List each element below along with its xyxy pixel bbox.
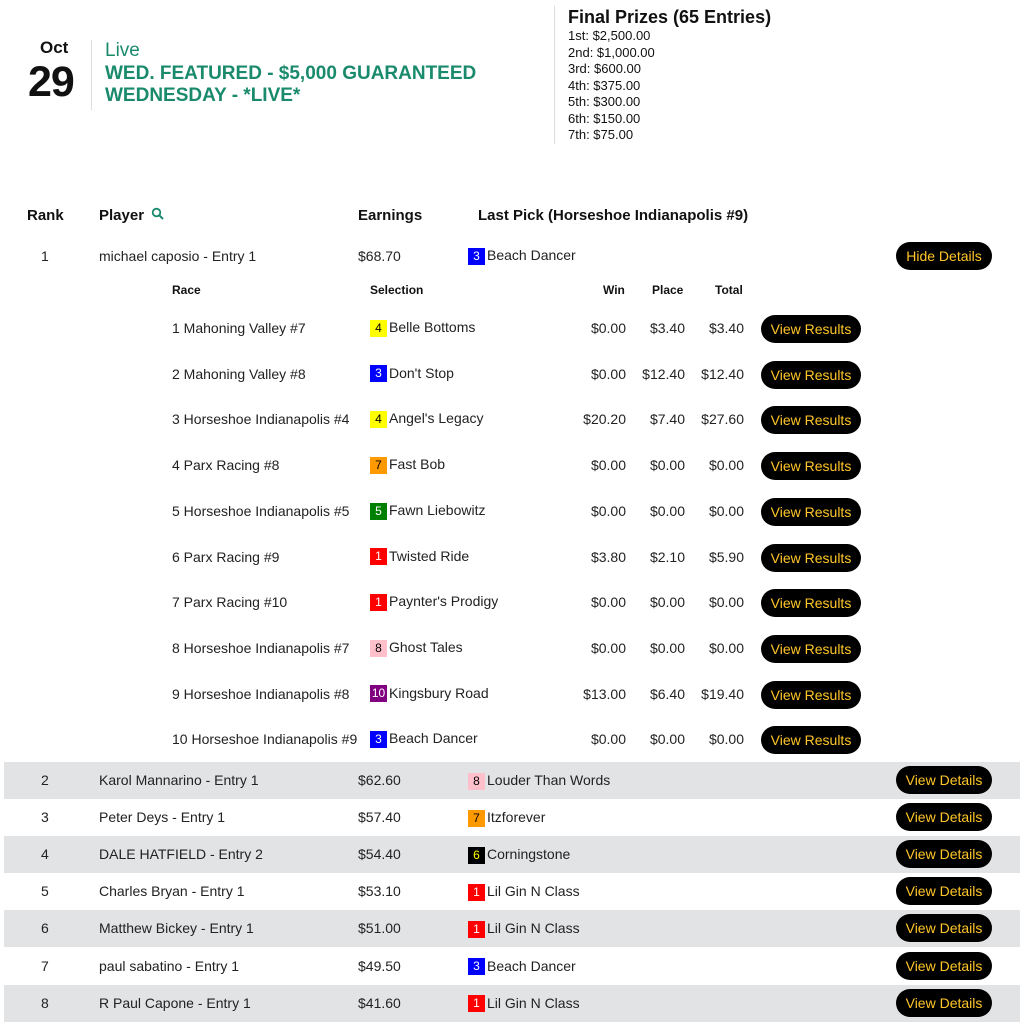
place-cell: $0.00: [649, 639, 685, 656]
race-header: Race: [172, 283, 201, 297]
race-detail-row: [0, 541, 1024, 586]
selection-cell: [370, 319, 475, 337]
total-cell: $0.00: [708, 594, 744, 611]
race-detail-row: [0, 403, 1024, 448]
total-header: Total: [715, 283, 743, 297]
horse-name: Fawn Liebowitz: [389, 501, 486, 518]
table-row: [4, 985, 1020, 1022]
horse-name: Don't Stop: [389, 364, 454, 381]
win-cell: $0.00: [590, 639, 626, 656]
selection-cell: [370, 502, 486, 520]
win-cell: $0.00: [590, 365, 626, 382]
win-cell: $0.00: [590, 731, 626, 748]
race-cell: 8 Horseshoe Indianapolis #7: [172, 639, 350, 656]
horse-name: Twisted Ride: [389, 547, 470, 564]
view-results-button[interactable]: View Results: [761, 635, 861, 663]
place-cell: $7.40: [649, 411, 685, 428]
total-cell: $19.40: [701, 685, 744, 702]
post-position-badge: 4: [370, 320, 387, 337]
search-icon[interactable]: [151, 207, 165, 226]
player-cell: Matthew Bickey - Entry 1: [99, 920, 254, 937]
total-cell: $0.00: [708, 502, 744, 519]
player-cell: paul sabatino - Entry 1: [99, 957, 240, 974]
earnings-cell: $49.50: [358, 957, 401, 974]
selection-header: Selection: [370, 283, 424, 297]
race-cell: 9 Horseshoe Indianapolis #8: [172, 685, 350, 702]
race-cell: 5 Horseshoe Indianapolis #5: [172, 502, 350, 519]
rank-cell: 4: [41, 846, 49, 863]
win-cell: $20.20: [583, 411, 626, 428]
contest-title: [105, 63, 535, 107]
selection-cell: [370, 410, 484, 428]
table-row-expanded: [4, 238, 1020, 275]
view-details-button[interactable]: View Details: [896, 952, 992, 980]
selection-cell: [370, 639, 463, 657]
post-position-badge: 4: [370, 411, 387, 428]
view-results-button[interactable]: View Results: [761, 361, 861, 389]
prize-line: 6th: $150.00: [568, 110, 641, 126]
rank-cell: 7: [41, 957, 49, 974]
prize-line: 2nd: $1,000.00: [568, 44, 655, 60]
win-cell: $3.80: [590, 548, 626, 565]
player-cell: Charles Bryan - Entry 1: [99, 883, 245, 900]
race-cell: 2 Mahoning Valley #8: [172, 365, 306, 382]
place-header: Place: [652, 283, 684, 297]
date-day: 29: [28, 58, 74, 106]
last-pick-cell: [468, 958, 576, 976]
player-cell: Peter Deys - Entry 1: [99, 809, 226, 826]
race-cell: 10 Horseshoe Indianapolis #9: [172, 731, 358, 748]
player-cell: Karol Mannarino - Entry 1: [99, 772, 259, 788]
place-cell: $3.40: [649, 320, 685, 336]
post-position-badge: 6: [468, 847, 485, 864]
earnings-cell: $57.40: [358, 809, 401, 826]
last-pick-cell: [468, 772, 610, 790]
place-cell: $12.40: [642, 365, 685, 382]
view-results-button[interactable]: View Results: [761, 726, 861, 754]
horse-name: Lil Gin N Class: [487, 920, 580, 937]
race-cell: 4 Parx Racing #8: [172, 457, 280, 474]
horse-name: Beach Dancer: [487, 247, 576, 263]
earnings-cell: $51.00: [358, 920, 401, 937]
selection-cell: [370, 456, 445, 474]
race-detail-row: [0, 449, 1024, 494]
horse-name: Lil Gin N Class: [487, 994, 580, 1011]
post-position-badge: 1: [468, 921, 485, 938]
table-row: [4, 910, 1020, 947]
post-position-badge: 3: [370, 365, 387, 382]
table-row: [4, 948, 1020, 985]
rank-cell: 2: [41, 772, 49, 788]
horse-name: Beach Dancer: [487, 957, 576, 974]
horse-name: Beach Dancer: [389, 730, 478, 747]
race-detail-row: [0, 632, 1024, 677]
total-cell: $5.90: [708, 548, 744, 565]
contest-title-line2: WEDNESDAY - *LIVE*: [105, 85, 301, 106]
view-results-button[interactable]: View Results: [761, 406, 861, 434]
last-pick-cell: [468, 846, 570, 864]
earnings-cell: $53.10: [358, 883, 401, 900]
player-header: Player: [99, 207, 145, 224]
hide-details-button[interactable]: Hide Details: [896, 242, 992, 270]
view-results-button[interactable]: View Results: [761, 589, 861, 617]
place-cell: $0.00: [649, 594, 685, 611]
win-cell: $0.00: [590, 502, 626, 519]
race-detail-row: [0, 358, 1024, 403]
divider: [554, 6, 555, 144]
view-results-button[interactable]: View Results: [761, 315, 861, 343]
player-cell: R Paul Capone - Entry 1: [99, 994, 251, 1011]
race-detail-row: [0, 586, 1024, 631]
race-cell: 7 Parx Racing #10: [172, 594, 288, 611]
last-pick-cell: [468, 920, 580, 938]
place-cell: $6.40: [649, 685, 685, 702]
place-cell: $2.10: [649, 548, 685, 565]
table-row: [4, 836, 1020, 873]
rank-cell: 3: [41, 809, 49, 826]
horse-name: Louder Than Words: [487, 772, 611, 788]
post-position-badge: 8: [370, 640, 387, 657]
win-cell: $0.00: [590, 320, 626, 336]
place-cell: $0.00: [649, 731, 685, 748]
view-details-button[interactable]: View Details: [896, 877, 992, 905]
view-results-button[interactable]: View Results: [761, 544, 861, 572]
player-cell: michael caposio - Entry 1: [99, 248, 257, 264]
view-details-button[interactable]: View Details: [896, 803, 992, 831]
post-position-badge: 1: [370, 594, 387, 611]
horse-name: Paynter's Prodigy: [389, 593, 499, 610]
earnings-cell: $68.70: [358, 248, 401, 264]
horse-name: Corningstone: [487, 846, 571, 863]
total-cell: $12.40: [701, 365, 744, 382]
prize-line: 4th: $375.00: [568, 77, 641, 93]
horse-name: Itzforever: [487, 809, 546, 826]
place-cell: $0.00: [649, 502, 685, 519]
race-cell: 1 Mahoning Valley #7: [172, 320, 306, 336]
horse-name: Lil Gin N Class: [487, 883, 580, 900]
prize-line: 3rd: $600.00: [568, 61, 642, 76]
view-results-button[interactable]: View Results: [761, 498, 861, 526]
rank-cell: 1: [41, 248, 49, 264]
place-cell: $0.00: [649, 457, 685, 474]
view-details-button[interactable]: View Details: [896, 989, 992, 1017]
last-pick-cell: [468, 809, 545, 827]
post-position-badge: 8: [468, 773, 485, 790]
table-row: [4, 873, 1020, 910]
total-cell: $27.60: [701, 411, 744, 428]
selection-cell: [370, 685, 489, 703]
selection-cell: [370, 365, 454, 383]
total-cell: $3.40: [708, 320, 744, 336]
race-cell: 6 Parx Racing #9: [172, 548, 280, 565]
win-cell: $0.00: [590, 457, 626, 474]
prize-line: 5th: $300.00: [568, 94, 641, 109]
horse-name: Kingsbury Road: [389, 684, 489, 701]
earnings-cell: $41.60: [358, 994, 401, 1011]
post-position-badge: 1: [468, 995, 485, 1012]
selection-cell: [370, 730, 478, 748]
view-details-button[interactable]: View Details: [896, 914, 992, 942]
race-detail-row: [0, 312, 1024, 357]
horse-name: Angel's Legacy: [389, 410, 484, 427]
view-details-button[interactable]: View Details: [896, 840, 992, 868]
earnings-cell: $62.60: [358, 772, 401, 788]
win-header: Win: [603, 283, 625, 297]
view-details-button[interactable]: View Details: [896, 766, 992, 794]
post-position-badge: 10: [371, 686, 386, 701]
win-cell: $0.00: [590, 594, 626, 611]
win-cell: $13.00: [583, 685, 626, 702]
table-row: [4, 762, 1020, 799]
rank-header: Rank: [27, 207, 64, 224]
post-position-badge: 1: [370, 548, 387, 565]
prize-line: 1st: $2,500.00: [568, 28, 651, 43]
post-position-badge: 3: [468, 248, 485, 265]
rank-cell: 8: [41, 994, 49, 1011]
horse-name: Ghost Tales: [389, 638, 463, 655]
post-position-badge: 1: [468, 884, 485, 901]
prize-line: 7th: $75.00: [568, 127, 634, 142]
date-month: Oct: [40, 38, 69, 57]
total-cell: $0.00: [708, 731, 744, 748]
player-cell: DALE HATFIELD - Entry 2: [99, 846, 263, 863]
earnings-header: Earnings: [358, 207, 423, 224]
post-position-badge: 3: [370, 731, 387, 748]
table-row: [4, 799, 1020, 836]
prizes-title: Final Prizes (65 Entries): [568, 7, 772, 27]
divider: [91, 40, 92, 110]
selection-cell: [370, 593, 498, 611]
last-pick-cell: [468, 883, 580, 901]
total-cell: $0.00: [708, 639, 744, 656]
last-pick-header: Last Pick (Horseshoe Indianapolis #9): [478, 207, 749, 224]
status-label: Live: [105, 40, 140, 61]
rank-cell: 6: [41, 920, 49, 937]
total-cell: $0.00: [708, 457, 744, 474]
post-position-badge: 5: [370, 503, 387, 520]
earnings-cell: $54.40: [358, 846, 401, 863]
horse-name: Fast Bob: [389, 456, 446, 473]
horse-name: Belle Bottoms: [389, 319, 476, 335]
race-detail-row: [0, 678, 1024, 723]
last-pick-cell: [468, 995, 580, 1013]
post-position-badge: 3: [468, 958, 485, 975]
post-position-badge: 7: [468, 810, 485, 827]
rank-cell: 5: [41, 883, 49, 900]
view-results-button[interactable]: View Results: [761, 681, 861, 709]
race-cell: 3 Horseshoe Indianapolis #4: [172, 411, 350, 428]
selection-cell: [370, 548, 469, 566]
contest-title-line1: WED. FEATURED - $5,000 GUARANTEED: [105, 63, 477, 84]
post-position-badge: 7: [370, 457, 387, 474]
last-pick-cell: [468, 247, 576, 265]
race-detail-row: [0, 495, 1024, 540]
view-results-button[interactable]: View Results: [761, 452, 861, 480]
